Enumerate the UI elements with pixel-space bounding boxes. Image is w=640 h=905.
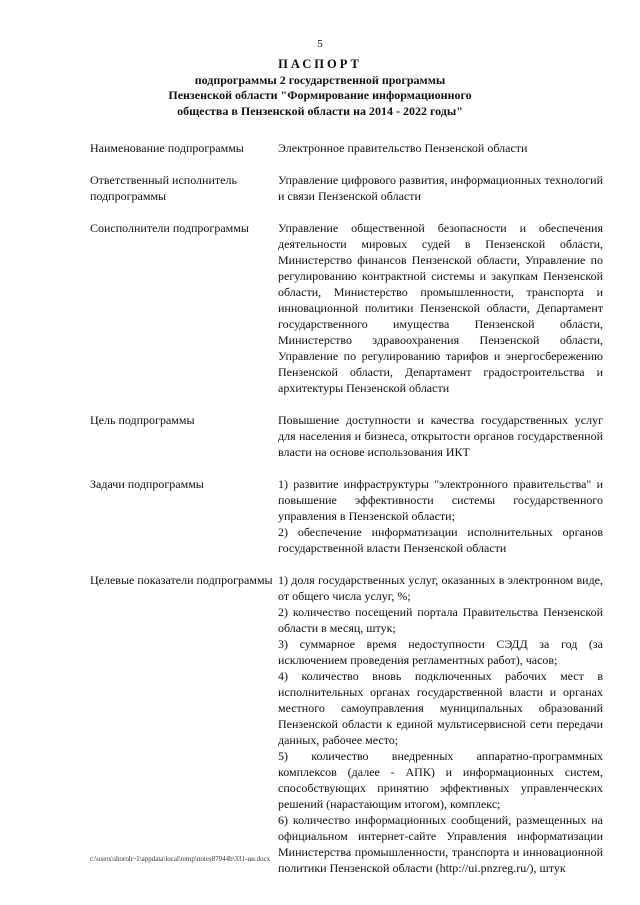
title-line-1: подпрограммы 2 государственной программы <box>194 72 446 87</box>
passport-row-indicators <box>90 572 610 876</box>
value-paragraph: 2) обеспечение информатизации исполнительных органов государственной власти Пензенской области <box>278 525 603 555</box>
row-label: Целевые показатели подпрограммы <box>90 573 273 587</box>
row-label: Наименование подпрограммы <box>90 141 244 155</box>
title-main: ПАСПОРТ <box>278 57 362 71</box>
value-paragraph: Повышение доступности и качества государственных услуг для населения и бизнеса, открытости органов государственной власти на основе использования ИКТ <box>278 413 603 459</box>
value-paragraph: 4) количество вновь подключенных рабочих мест в исполнительных органах государственной власти и органах местного самоуправления муниципальных образований Пензенской области к единой мультисервисной сети передачи данных, рабочее место; <box>278 669 603 747</box>
row-value <box>278 140 603 156</box>
row-label: Цель подпрограммы <box>90 413 195 427</box>
row-value <box>278 220 603 396</box>
page-number: 5 <box>317 38 323 50</box>
value-paragraph: Электронное правительство Пензенской области <box>278 141 528 155</box>
passport-row-tasks <box>90 476 610 556</box>
value-paragraph: 2) количество посещений портала Правительства Пензенской области в месяц, штук; <box>278 605 603 635</box>
row-value <box>278 412 603 460</box>
value-paragraph: 5) количество внедренных аппаратно-программных комплексов (далее - АПК) и информационных систем, способствующих принятию эффективных управленческих решений (нарастающим итогом), комплекс; <box>278 749 603 811</box>
passport-row-responsible <box>90 172 610 204</box>
passport-row-coexecutors <box>90 220 610 396</box>
row-value <box>278 572 603 876</box>
value-paragraph: 1) развитие инфраструктуры "электронного правительства" и повышение эффективности системы государственного управления в Пензенской области; <box>278 477 603 523</box>
title-line-2: Пензенской области "Формирование информационного <box>168 88 472 102</box>
value-paragraph: 1) доля государственных услуг, оказанных в электронном виде, от общего числа услуг, %; <box>278 573 603 603</box>
value-paragraph: Управление общественной безопасности и обеспечения деятельности мировых судей в Пензенской области, Министерство финансов Пензенской области, Управление по регулированию контрактной системы и закупкам Пензенской области, Министерство промышленности, транспорта и инновационной политики Пензенской области, Департамент государственного имущества Пензенской области, Министерство здравоохранения Пензенской области, Управление по регулированию тарифов и энергосбережению Пензенской области, Департамент градостроительства и архитектуры Пензенской области <box>278 221 603 395</box>
value-paragraph: 3) суммарное время недоступности СЭДД за год (за исключением проведения регламентных работ), часов; <box>278 637 603 667</box>
passport-row-name <box>90 140 610 156</box>
footer-file-path: c:\users\shoroh~1\appdata\local\temp\notes87944b\331-ии.docx <box>90 855 271 863</box>
row-value <box>278 476 603 556</box>
row-label: Соисполнители подпрограммы <box>90 221 249 235</box>
passport-table <box>90 140 610 892</box>
row-value <box>278 172 603 204</box>
value-paragraph: 6) количество информационных сообщений, размещенных на официальном интернет-сайте Управления информатизации Министерства промышленности, транспорта и инновационной политики Пензенской области (http://ui.pnzreg.ru/), штук <box>278 813 603 875</box>
document-title <box>0 57 640 119</box>
title-line-3: общества в Пензенской области на 2014 - 2022 годы" <box>177 103 463 118</box>
value-paragraph: Управление цифрового развития, информационных технологий и связи Пензенской области <box>278 173 603 203</box>
passport-row-goal <box>90 412 610 460</box>
row-label: Ответственный исполнитель подпрограммы <box>90 173 237 203</box>
row-label: Задачи подпрограммы <box>90 477 204 491</box>
